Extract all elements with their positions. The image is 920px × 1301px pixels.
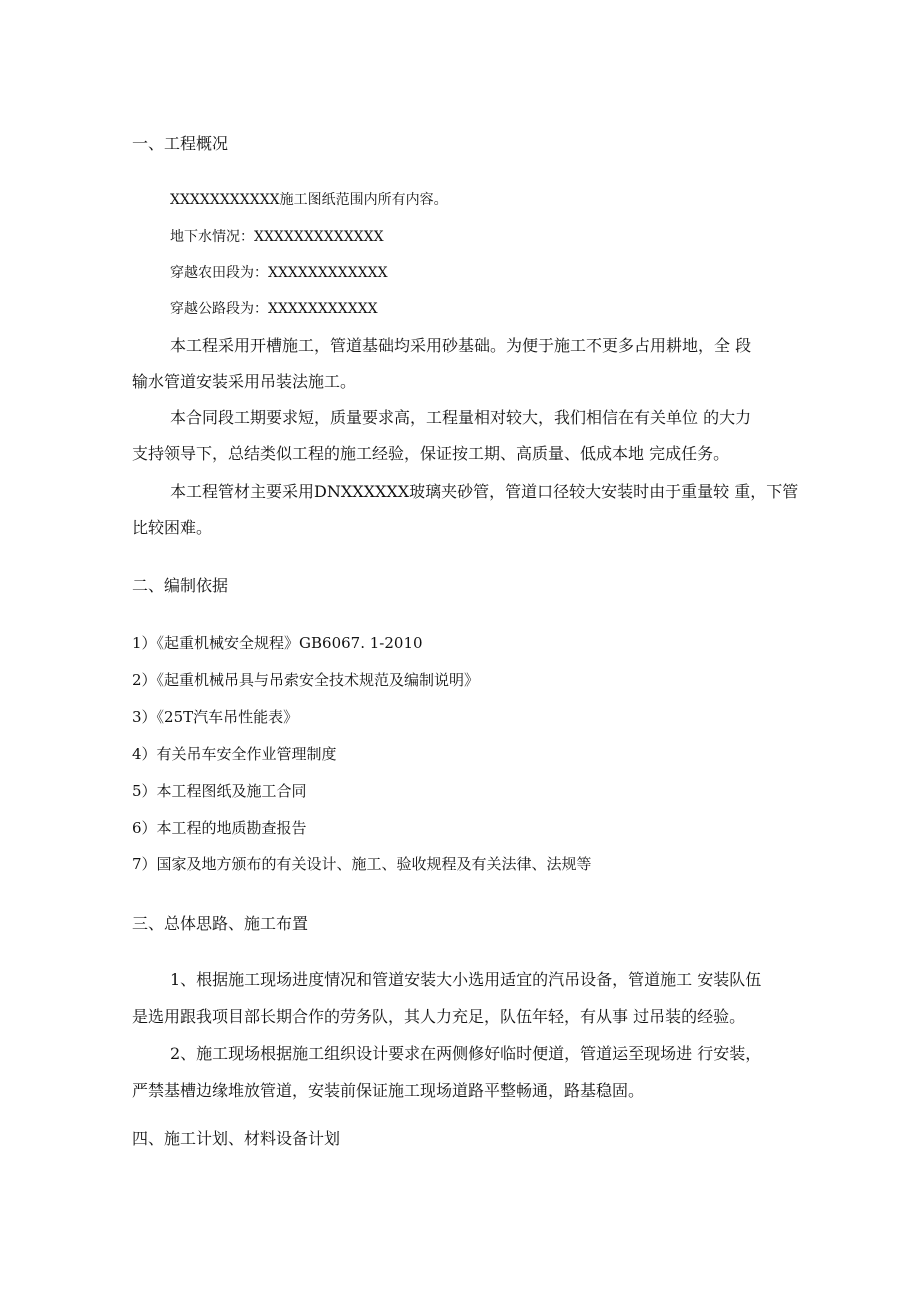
road-line: 穿越公路段为：XXXXXXXXXXX	[170, 301, 378, 317]
groundwater-line: 地下水情况：XXXXXXXXXXXXX	[170, 229, 384, 245]
section-3-heading: 三、总体思路、施工布置	[132, 914, 309, 933]
plan-paragraph-1-line-2: 是选用跟我项目部长期合作的劳务队，其人力充足，队伍年轻，有从事 过吊装的经验。	[132, 1007, 746, 1026]
basis-item-3: 3）《25T汽车吊性能表》	[132, 708, 299, 726]
plan-paragraph-2-line-1: 2、施工现场根据施工组织设计要求在两侧修好临时便道，管道运至现场进 行安装，	[170, 1044, 762, 1063]
basis-item-5: 5）本工程图纸及施工合同	[132, 782, 307, 800]
paragraph-1-line-1: 本工程采用开槽施工，管道基础均采用砂基础。为便于施工不更多占用耕地，全 段	[170, 336, 752, 355]
paragraph-2-line-1: 本合同段工期要求短，质量要求高，工程量相对较大，我们相信在有关单位 的大力	[170, 408, 752, 427]
plan-paragraph-1-line-1: 1、根据施工现场进度情况和管道安装大小选用适宜的汽吊设备，管道施工 安装队伍	[170, 970, 762, 989]
scope-line: XXXXXXXXXXX施工图纸范围内所有内容。	[170, 192, 448, 208]
basis-item-6: 6）本工程的地质勘查报告	[132, 819, 307, 837]
basis-item-7: 7）国家及地方颁布的有关设计、施工、验收规程及有关法律、法规等	[132, 855, 592, 873]
section-1-heading: 一、工程概况	[132, 134, 229, 153]
basis-item-4: 4）有关吊车安全作业管理制度	[132, 745, 337, 763]
paragraph-1-line-2: 输水管道安装采用吊装法施工。	[132, 372, 357, 391]
section-4-heading: 四、施工计划、材料设备计划	[132, 1129, 341, 1148]
basis-item-1: 1）《起重机械安全规程》GB6067. 1-2010	[132, 634, 423, 652]
plan-paragraph-2-line-2: 严禁基槽边缘堆放管道，安装前保证施工现场道路平整畅通，路基稳固。	[132, 1081, 645, 1100]
basis-item-2: 2）《起重机械吊具与吊索安全技术规范及编制说明》	[132, 671, 480, 689]
paragraph-2-line-2: 支持领导下，总结类似工程的施工经验，保证按工期、高质量、低成本地 完成任务。	[132, 444, 730, 463]
paragraph-3-line-2: 比较困难。	[132, 518, 213, 537]
section-2-heading: 二、编制依据	[132, 576, 229, 595]
paragraph-3-line-1: 本工程管材主要采用DNXXXXXX玻璃夹砂管，管道口径较大安装时由于重量较 重，下管	[170, 482, 799, 501]
farmland-line: 穿越农田段为：XXXXXXXXXXXX	[170, 265, 388, 281]
